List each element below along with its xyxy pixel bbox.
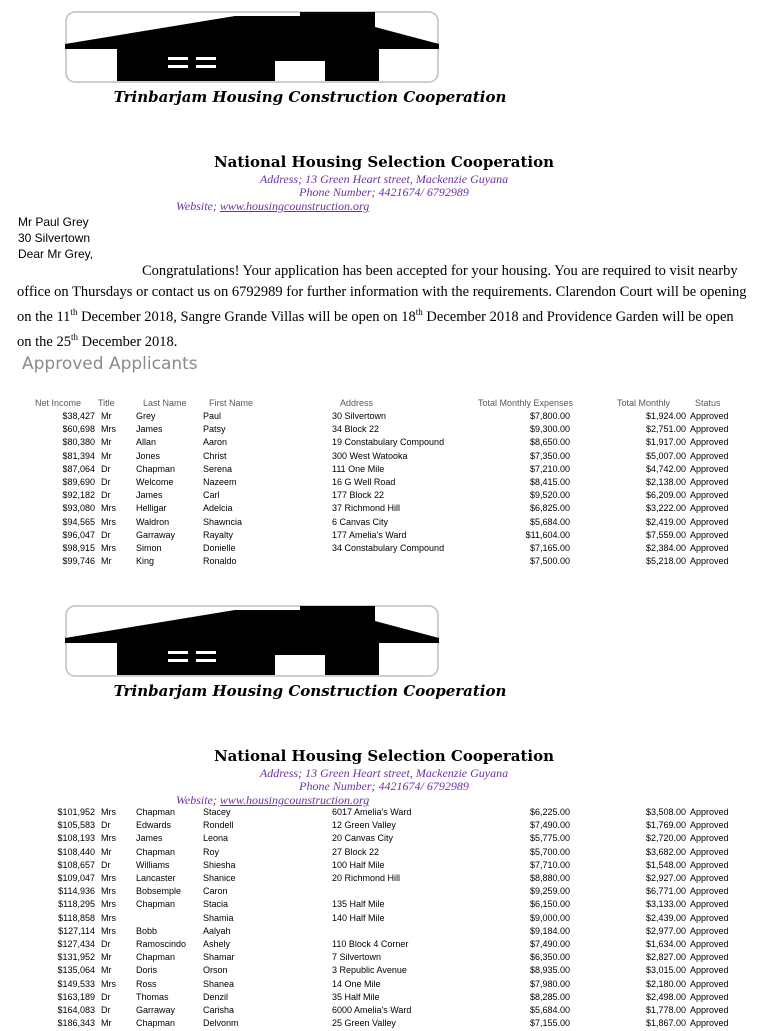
org-title: National Housing Selection Cooperation	[213, 153, 555, 171]
cell-net-income: $101,952	[57, 807, 95, 817]
cell-first-name: Aaron	[203, 437, 228, 448]
letter-body: Congratulations! Your application has been accepted for your housing. You are required to visit nearby office on Thursdays or contact us on 6792989 for further information with the requirements. Clarendon Court will be opening on the 11th December 2018, Sangre Grande Villas will be open on 18th December 2018 and Providence Garden will be open on the 25th December 2018.	[17, 263, 747, 351]
cell-first-name: Donielle	[203, 543, 236, 553]
cell-net-income: $94,565	[62, 516, 95, 527]
cell-address: 20 Canvas City	[332, 833, 394, 844]
cell-total-expenses: $5,684.00	[529, 1005, 570, 1015]
cell-title: Mrs	[101, 807, 116, 817]
cell-net-income: $80,380	[62, 437, 95, 448]
cell-last-name: Bobsemple	[136, 886, 182, 897]
cell-address: 6000 Amelia's Ward	[332, 1005, 412, 1015]
cell-last-name: Ross	[136, 978, 157, 989]
table-row	[0, 926, 768, 939]
header-net-income: Net Income	[35, 398, 82, 408]
cell-address: 34 Constabulary Compound	[332, 543, 445, 553]
cell-status: Approved	[690, 477, 729, 487]
website-label: Website;	[176, 793, 217, 807]
cell-last-name: Helligar	[136, 503, 167, 514]
cell-total-monthly: $2,927.00	[645, 873, 686, 883]
cell-total-monthly: $5,007.00	[645, 450, 686, 461]
cell-last-name: Jones	[136, 450, 161, 461]
cell-total-expenses: $7,710.00	[529, 859, 570, 870]
cell-total-monthly: $1,778.00	[645, 1005, 686, 1015]
cell-address: 6017 Amelia's Ward	[332, 807, 412, 817]
org-website-line	[176, 199, 369, 214]
cell-address: 37 Richmond Hill	[332, 503, 401, 514]
table-row	[0, 965, 768, 978]
company-name: Trinbarjam Housing Construction Cooperation	[113, 88, 507, 106]
cell-last-name: Lancaster	[136, 873, 176, 883]
website-label: Website;	[176, 199, 217, 213]
cell-total-expenses: $8,415.00	[529, 477, 570, 487]
cell-first-name: Carl	[203, 490, 220, 501]
table-row	[0, 451, 768, 464]
cell-address: 300 West Watooka	[332, 450, 408, 461]
cell-total-expenses: $6,150.00	[529, 899, 570, 910]
cell-address: 100 Half Mile	[332, 859, 385, 870]
cell-status: Approved	[690, 965, 729, 976]
cell-total-expenses: $7,800.00	[529, 411, 570, 421]
cell-status: Approved	[690, 424, 729, 435]
recipient-name: Mr Paul Grey	[18, 215, 89, 229]
cell-status: Approved	[690, 411, 729, 421]
cell-title: Mr	[101, 952, 112, 963]
cell-status: Approved	[690, 437, 729, 448]
table-row	[0, 992, 768, 1005]
header-first-name: First Name	[209, 398, 254, 408]
cell-net-income: $38,427	[62, 411, 95, 421]
cell-total-expenses: $7,490.00	[529, 939, 570, 949]
cell-total-monthly: $1,634.00	[645, 939, 686, 949]
recipient-block	[18, 214, 93, 262]
cell-net-income: $108,193	[57, 833, 95, 844]
cell-first-name: Nazeem	[203, 477, 237, 487]
cell-status: Approved	[690, 1018, 729, 1029]
cell-first-name: Stacey	[203, 807, 231, 817]
cell-address: 111 One Mile	[332, 463, 385, 474]
cell-last-name: Ramoscindo	[136, 939, 187, 949]
cell-total-monthly: $3,222.00	[645, 503, 686, 514]
cell-first-name: Rayalty	[203, 529, 234, 540]
table-row	[0, 490, 768, 503]
cell-last-name: Bobb	[136, 925, 158, 936]
company-logo	[65, 11, 439, 83]
cell-net-income: $96,047	[62, 529, 95, 540]
cell-last-name: Welcome	[136, 477, 174, 487]
salutation: Dear Mr Grey,	[18, 247, 94, 261]
cell-title: Mrs	[101, 833, 116, 844]
cell-last-name: Williams	[136, 859, 170, 870]
website-link[interactable]: www.housingcounstruction.org	[219, 199, 370, 213]
cell-total-expenses: $9,520.00	[529, 490, 570, 501]
cell-status: Approved	[690, 556, 729, 567]
header-total-expenses: Total Monthly Expenses	[478, 398, 574, 408]
cell-total-expenses: $7,490.00	[529, 820, 570, 831]
header-address: Address	[340, 398, 374, 408]
cell-total-expenses: $5,700.00	[529, 846, 570, 857]
cell-status: Approved	[690, 846, 729, 857]
cell-title: Mrs	[101, 886, 116, 897]
cell-first-name: Caron	[203, 886, 228, 897]
cell-title: Mr	[101, 450, 112, 461]
cell-title: Mrs	[101, 912, 116, 923]
cell-total-monthly: $1,917.00	[645, 437, 686, 448]
cell-total-expenses: $7,155.00	[529, 1018, 570, 1029]
cell-net-income: $163,189	[57, 991, 95, 1002]
cell-total-expenses: $6,225.00	[529, 807, 570, 817]
table-row	[0, 530, 768, 543]
cell-first-name: Leona	[203, 833, 229, 844]
cell-total-expenses: $8,285.00	[529, 991, 570, 1002]
cell-status: Approved	[690, 939, 729, 949]
cell-last-name: Garraway	[136, 1005, 176, 1015]
table-row	[0, 411, 768, 424]
section-heading: Approved Applicants	[22, 354, 198, 374]
cell-address: 25 Green Valley	[332, 1018, 396, 1029]
cell-status: Approved	[690, 991, 729, 1002]
cell-net-income: $127,114	[58, 925, 95, 936]
table-row	[0, 464, 768, 477]
cell-total-monthly: $2,751.00	[645, 424, 686, 435]
org-website-line	[176, 793, 369, 808]
org-address: Address; 13 Green Heart street, Mackenzie Guyana	[259, 172, 509, 186]
cell-net-income: $127,434	[57, 939, 95, 949]
cell-first-name: Shamia	[203, 912, 234, 923]
header-status: Status	[695, 398, 721, 408]
cell-title: Mr	[101, 437, 112, 448]
cell-net-income: $93,080	[62, 503, 95, 514]
cell-first-name: Ronaldo	[203, 556, 237, 567]
cell-status: Approved	[690, 529, 729, 540]
cell-net-income: $87,064	[62, 463, 95, 474]
cell-status: Approved	[690, 543, 729, 553]
cell-total-expenses: $7,350.00	[529, 450, 570, 461]
cell-title: Mr	[101, 1018, 112, 1029]
cell-first-name: Adelcia	[203, 503, 233, 514]
cell-first-name: Rondell	[203, 820, 234, 831]
table-row	[0, 517, 768, 530]
table-row	[0, 939, 768, 952]
cell-address: 34 Block 22	[332, 424, 380, 435]
cell-address: 6 Canvas City	[332, 516, 389, 527]
cell-total-monthly: $1,867.00	[645, 1018, 686, 1029]
cell-first-name: Paul	[203, 411, 222, 421]
cell-net-income: $81,394	[62, 450, 95, 461]
cell-title: Mr	[101, 411, 112, 421]
cell-total-monthly: $6,209.00	[645, 490, 686, 501]
cell-last-name: Chapman	[136, 952, 176, 963]
cell-total-expenses: $8,935.00	[529, 965, 570, 976]
cell-total-monthly: $6,771.00	[645, 886, 686, 897]
cell-address: 177 Block 22	[332, 490, 385, 501]
table-row	[0, 860, 768, 873]
cell-first-name: Aalyah	[203, 925, 231, 936]
cell-status: Approved	[690, 925, 729, 936]
cell-total-expenses: $8,650.00	[529, 437, 570, 448]
cell-total-expenses: $8,880.00	[529, 873, 570, 883]
cell-net-income: $108,440	[57, 846, 95, 857]
cell-address: 19 Constabulary Compound	[332, 437, 445, 448]
cell-status: Approved	[690, 490, 729, 501]
cell-net-income: $60,698	[62, 424, 95, 435]
cell-first-name: Denzil	[203, 991, 229, 1002]
cell-first-name: Carisha	[203, 1005, 235, 1015]
cell-title: Dr	[101, 991, 111, 1002]
cell-total-monthly: $2,977.00	[645, 925, 686, 936]
cell-net-income: $92,182	[62, 490, 95, 501]
cell-net-income: $135,064	[57, 965, 95, 976]
table-row	[0, 913, 768, 926]
cell-address: 30 Silvertown	[332, 411, 387, 421]
cell-last-name: Grey	[136, 411, 156, 421]
org-phone: Phone Number; 4421674/ 6792989	[299, 185, 469, 199]
cell-total-monthly: $2,138.00	[645, 477, 686, 487]
cell-total-monthly: $2,180.00	[645, 978, 686, 989]
cell-title: Mr	[101, 846, 112, 857]
cell-last-name: Waldron	[136, 516, 170, 527]
cell-total-monthly: $2,720.00	[645, 833, 686, 844]
cell-first-name: Christ	[203, 450, 227, 461]
recipient-street: 30 Silvertown	[18, 231, 91, 245]
cell-status: Approved	[690, 952, 729, 963]
table-row	[0, 1018, 768, 1031]
cell-status: Approved	[690, 873, 729, 883]
cell-last-name: Edwards	[136, 820, 172, 831]
table-row	[0, 873, 768, 886]
cell-address: 35 Half Mile	[332, 991, 380, 1002]
cell-total-expenses: $7,980.00	[529, 978, 570, 989]
cell-total-monthly: $2,384.00	[645, 543, 686, 553]
cell-address: 27 Block 22	[332, 846, 380, 857]
cell-first-name: Shanea	[203, 978, 235, 989]
table-row	[0, 477, 768, 490]
cell-total-monthly: $1,924.00	[645, 411, 686, 421]
cell-first-name: Stacia	[203, 899, 229, 910]
cell-status: Approved	[690, 1005, 729, 1015]
cell-title: Dr	[101, 529, 111, 540]
org-address: Address; 13 Green Heart street, Mackenzie Guyana	[259, 766, 509, 780]
cell-title: Dr	[101, 820, 111, 831]
cell-total-expenses: $7,500.00	[529, 556, 570, 567]
cell-total-monthly: $4,742.00	[645, 463, 686, 474]
cell-status: Approved	[690, 463, 729, 474]
cell-first-name: Roy	[203, 846, 220, 857]
cell-title: Mr	[101, 556, 112, 567]
cell-title: Mrs	[101, 503, 116, 514]
cell-total-expenses: $11,604.00	[525, 529, 570, 540]
cell-last-name: Thomas	[136, 991, 169, 1002]
cell-last-name: King	[136, 556, 155, 567]
cell-total-monthly: $1,548.00	[645, 859, 686, 870]
company-name: Trinbarjam Housing Construction Cooperation	[113, 682, 507, 700]
cell-total-monthly: $3,133.00	[645, 899, 686, 910]
cell-title: Dr	[101, 463, 111, 474]
cell-first-name: Shiesha	[203, 859, 236, 870]
cell-total-monthly: $3,015.00	[645, 965, 686, 976]
company-logo	[65, 605, 439, 677]
cell-address: 177 Amelia's Ward	[332, 529, 407, 540]
cell-net-income: $89,690	[62, 477, 95, 487]
cell-first-name: Serena	[203, 463, 233, 474]
table-row	[0, 556, 768, 569]
cell-last-name: James	[136, 490, 163, 501]
cell-address: 14 One Mile	[332, 978, 381, 989]
cell-title: Mrs	[101, 516, 116, 527]
cell-last-name: Garraway	[136, 529, 176, 540]
table-row	[0, 543, 768, 556]
cell-status: Approved	[690, 912, 729, 923]
cell-title: Mrs	[101, 543, 116, 553]
cell-title: Mrs	[101, 424, 116, 435]
cell-title: Dr	[101, 1005, 111, 1015]
table-row	[0, 437, 768, 450]
table-row	[0, 503, 768, 516]
table-row	[0, 820, 768, 833]
table-row	[0, 833, 768, 846]
table-row	[0, 886, 768, 899]
cell-total-expenses: $6,825.00	[529, 503, 570, 514]
org-title: National Housing Selection Cooperation	[213, 747, 555, 765]
cell-status: Approved	[690, 899, 729, 910]
cell-status: Approved	[690, 886, 729, 897]
cell-title: Mrs	[101, 978, 116, 989]
cell-net-income: $108,657	[57, 859, 95, 870]
cell-net-income: $149,533	[57, 978, 95, 989]
cell-status: Approved	[690, 859, 729, 870]
cell-first-name: Delvonm	[203, 1018, 239, 1029]
cell-first-name: Shanice	[203, 873, 236, 883]
cell-last-name: Chapman	[136, 846, 176, 857]
cell-title: Mr	[101, 965, 112, 976]
cell-total-expenses: $6,350.00	[529, 952, 570, 963]
cell-first-name: Patsy	[203, 424, 226, 435]
cell-address: 20 Richmond Hill	[332, 873, 401, 883]
cell-last-name: Chapman	[136, 463, 176, 474]
cell-total-monthly: $2,419.00	[645, 516, 686, 527]
cell-first-name: Ashely	[203, 939, 231, 949]
cell-status: Approved	[690, 807, 729, 817]
table-row	[0, 424, 768, 437]
cell-title: Dr	[101, 490, 111, 501]
cell-title: Mrs	[101, 925, 116, 936]
cell-net-income: $99,746	[62, 556, 95, 567]
cell-total-expenses: $5,775.00	[529, 833, 570, 844]
cell-total-monthly: $2,827.00	[645, 952, 686, 963]
table-row	[0, 847, 768, 860]
cell-net-income: $118,858	[58, 912, 95, 923]
cell-last-name: Doris	[136, 965, 158, 976]
cell-status: Approved	[690, 978, 729, 989]
header-last-name: Last Name	[143, 398, 187, 408]
cell-last-name: Simon	[136, 543, 162, 553]
cell-last-name: Allan	[136, 437, 157, 448]
cell-status: Approved	[690, 516, 729, 527]
cell-total-monthly: $1,769.00	[645, 820, 686, 831]
cell-title: Mrs	[101, 873, 116, 883]
cell-total-monthly: $3,508.00	[645, 807, 686, 817]
cell-last-name: Chapman	[136, 899, 176, 910]
cell-net-income: $164,083	[57, 1005, 95, 1015]
cell-title: Dr	[101, 477, 111, 487]
cell-net-income: $114,936	[58, 886, 95, 897]
cell-address: 110 Block 4 Corner	[332, 939, 409, 949]
cell-net-income: $98,915	[62, 543, 95, 553]
cell-first-name: Shawncia	[203, 516, 243, 527]
org-phone: Phone Number; 4421674/ 6792989	[299, 779, 469, 793]
cell-first-name: Shamar	[203, 952, 235, 963]
cell-total-expenses: $7,165.00	[529, 543, 570, 553]
cell-address: 16 G Well Road	[332, 477, 396, 487]
cell-address: 135 Half Mile	[332, 899, 385, 910]
cell-net-income: $186,343	[57, 1018, 95, 1029]
cell-total-expenses: $5,684.00	[529, 516, 570, 527]
cell-net-income: $131,952	[57, 952, 95, 963]
table-row	[0, 807, 768, 820]
cell-total-expenses: $9,259.00	[529, 886, 570, 897]
cell-net-income: $105,583	[57, 820, 95, 831]
table-row	[0, 979, 768, 992]
cell-address: 12 Green Valley	[332, 820, 396, 831]
cell-title: Mrs	[101, 899, 116, 910]
cell-total-monthly: $2,498.00	[645, 991, 686, 1002]
cell-total-expenses: $9,000.00	[529, 912, 570, 923]
cell-status: Approved	[690, 833, 729, 844]
cell-last-name: James	[136, 833, 163, 844]
header-title: Title	[98, 398, 115, 408]
cell-address: 140 Half Mile	[332, 912, 385, 923]
cell-total-monthly: $2,439.00	[645, 912, 686, 923]
cell-address: 3 Republic Avenue	[332, 965, 407, 976]
cell-total-expenses: $7,210.00	[529, 463, 570, 474]
website-link[interactable]: www.housingcounstruction.org	[219, 793, 370, 807]
cell-last-name: Chapman	[136, 807, 176, 817]
cell-address: 7 Silvertown	[332, 952, 382, 963]
cell-total-monthly: $5,218.00	[645, 556, 686, 567]
cell-first-name: Orson	[203, 965, 228, 976]
cell-status: Approved	[690, 503, 729, 514]
table-row	[0, 952, 768, 965]
cell-status: Approved	[690, 450, 729, 461]
cell-total-monthly: $3,682.00	[645, 846, 686, 857]
cell-total-monthly: $7,559.00	[645, 529, 686, 540]
cell-status: Approved	[690, 820, 729, 831]
header-total-monthly: Total Monthly	[617, 398, 671, 408]
cell-net-income: $109,047	[57, 873, 95, 883]
cell-net-income: $118,295	[58, 899, 95, 910]
cell-last-name: Chapman	[136, 1018, 176, 1029]
table-row	[0, 1005, 768, 1018]
cell-total-expenses: $9,300.00	[529, 424, 570, 435]
cell-title: Dr	[101, 859, 111, 870]
table-row	[0, 899, 768, 912]
cell-title: Dr	[101, 939, 111, 949]
cell-total-expenses: $9,184.00	[529, 925, 570, 936]
cell-last-name: James	[136, 424, 163, 435]
